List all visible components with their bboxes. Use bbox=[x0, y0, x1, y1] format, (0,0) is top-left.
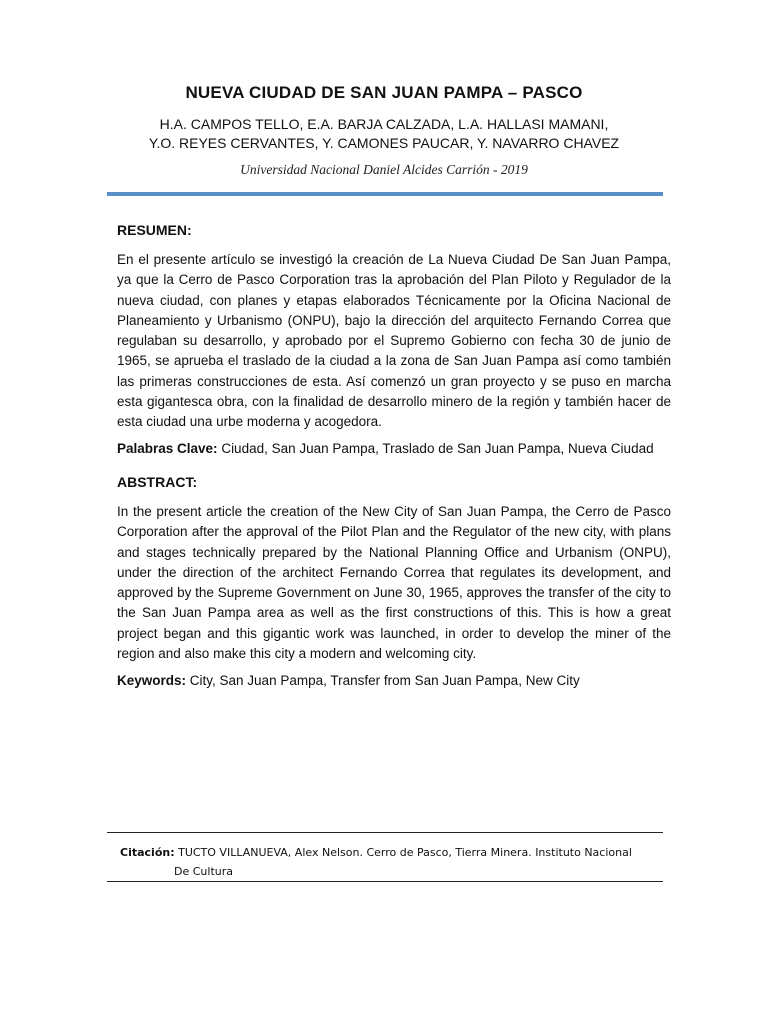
affiliation: Universidad Nacional Daniel Alcides Carrión - 2019 bbox=[240, 162, 528, 177]
citation-top-rule bbox=[107, 832, 663, 833]
keywords-value: City, San Juan Pampa, Transfer from San Juan Pampa, New City bbox=[186, 673, 580, 688]
citation-block bbox=[120, 843, 660, 881]
palabras-clave-label: Palabras Clave: bbox=[117, 441, 218, 456]
authors-line-1: H.A. CAMPOS TELLO, E.A. BARJA CALZADA, L.A. HALLASI MAMANI, bbox=[159, 116, 609, 132]
citation-line-1: TUCTO VILLANUEVA, Alex Nelson. Cerro de Pasco, Tierra Minera. Instituto Nacional bbox=[174, 846, 632, 859]
authors-line-2: Y.O. REYES CERVANTES, Y. CAMONES PAUCAR, Y. NAVARRO CHAVEZ bbox=[148, 135, 620, 151]
header-divider bbox=[107, 192, 663, 196]
palabras-clave-value: Ciudad, San Juan Pampa, Traslado de San Juan Pampa, Nueva Ciudad bbox=[217, 441, 654, 456]
resumen-body: En el presente artículo se investigó la creación de La Nueva Ciudad De San Juan Pampa, ya que la Cerro de Pasco Corporation tras la aprobación del Plan Piloto y Regulador de la nueva ciudad, con planes y etapas elaborados Técnicamente por la Oficina Nacional de Planeamiento y Urbanismo (ONPU), bajo la dirección del arquitecto Fernando Correa que regulaban su desarrollo, y aprobado por el Supremo Gobierno con fecha 30 de junio de 1965, se aprueba el traslado de la ciudad a la zona de San Juan Pampa así como también las primeras construcciones de esta. Así comenzó un gran proyecto y se puso en marcha esta gigantesca obra, con la finalidad de desarrollo minero de la región y también hacer de esta ciudad una urbe moderna y acogedora. bbox=[117, 252, 671, 430]
abstract-heading: ABSTRACT: bbox=[117, 474, 198, 490]
citation-line-2: De Cultura bbox=[174, 865, 233, 878]
abstract-body: In the present article the creation of the New City of San Juan Pampa, the Cerro de Pasco Corporation after the approval of the Pilot Plan and the Regulator of the new city, with plans and stages technically prepared by the National Planning Office and Urbanism (ONPU), under the direction of the architect Fernando Correa that regulates its development, and approved by the Supreme Government on June 30, 1965, approves the transfer of the city to the San Juan Pampa area as well as the first constructions of this. This is how a great project began and this gigantic work was launched, in order to develop the miner of the region and also make this city a modern and welcoming city. bbox=[117, 504, 671, 662]
resumen-heading: RESUMEN: bbox=[117, 222, 192, 238]
keywords-label: Keywords: bbox=[117, 673, 187, 688]
paper-title: NUEVA CIUDAD DE SAN JUAN PAMPA – PASCO bbox=[185, 83, 583, 102]
citation-bottom-rule bbox=[107, 881, 663, 882]
citation-label: Citación: bbox=[120, 846, 175, 859]
author-list bbox=[0, 115, 768, 153]
palabras-clave bbox=[117, 439, 677, 459]
keywords bbox=[117, 671, 677, 691]
